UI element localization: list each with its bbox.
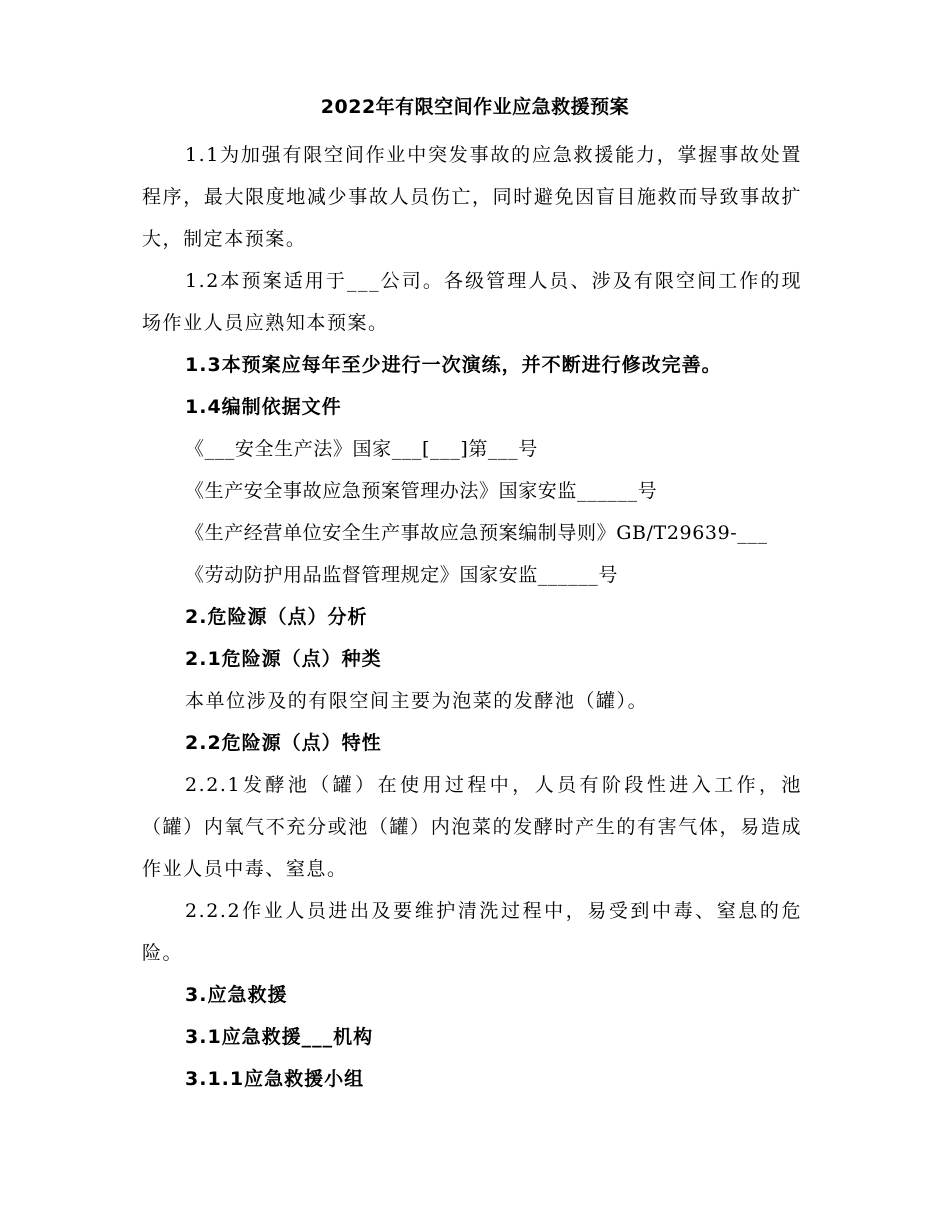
heading-3-1: 3.1应急救援___机构 [185,1026,374,1048]
heading-2: 2.危险源（点）分析 [185,606,368,628]
heading-3-1-1: 3.1.1应急救援小组 [185,1068,365,1090]
paragraph-1-2: 1.2本预案适用于___公司。各级管理人员、涉及有限空间工作的现场作业人员应熟知本预案。 [142,270,802,334]
document-title: 2022年有限空间作业应急救援预案 [320,96,630,118]
document-body [142,134,802,1100]
heading-1-4: 1.4编制依据文件 [185,396,342,418]
reference-item: 《生产经营单位安全生产事故应急预案编制导则》GB/T29639-___ [185,522,768,544]
reference-list [142,428,802,596]
paragraph-1-1: 1.1为加强有限空间作业中突发事故的应急救援能力，掌握事故处置程序，最大限度地减少事故人员伤亡，同时避免因盲目施救而导致事故扩大，制定本预案。 [142,144,802,250]
heading-2-1: 2.1危险源（点）种类 [185,648,382,670]
paragraph-2-2-2: 2.2.2作业人员进出及要维护清洗过程中，易受到中毒、窒息的危险。 [142,900,802,964]
paragraph-2-2-1: 2.2.1发酵池（罐）在使用过程中，人员有阶段性进入工作，池（罐）内氧气不充分或池（罐）内泡菜的发酵时产生的有害气体，易造成作业人员中毒、窒息。 [142,774,802,880]
heading-1-3: 1.3本预案应每年至少进行一次演练，并不断进行修改完善。 [185,354,722,376]
reference-item: 《生产安全事故应急预案管理办法》国家安监______号 [185,480,658,502]
paragraph-2-1: 本单位涉及的有限空间主要为泡菜的发酵池（罐）。 [185,690,649,712]
reference-item: 《___安全生产法》国家___[___]第___号 [185,438,538,460]
reference-item: 《劳动防护用品监督管理规定》国家安监______号 [185,564,619,586]
heading-2-2: 2.2危险源（点）特性 [185,732,382,754]
heading-3: 3.应急救援 [185,984,288,1006]
